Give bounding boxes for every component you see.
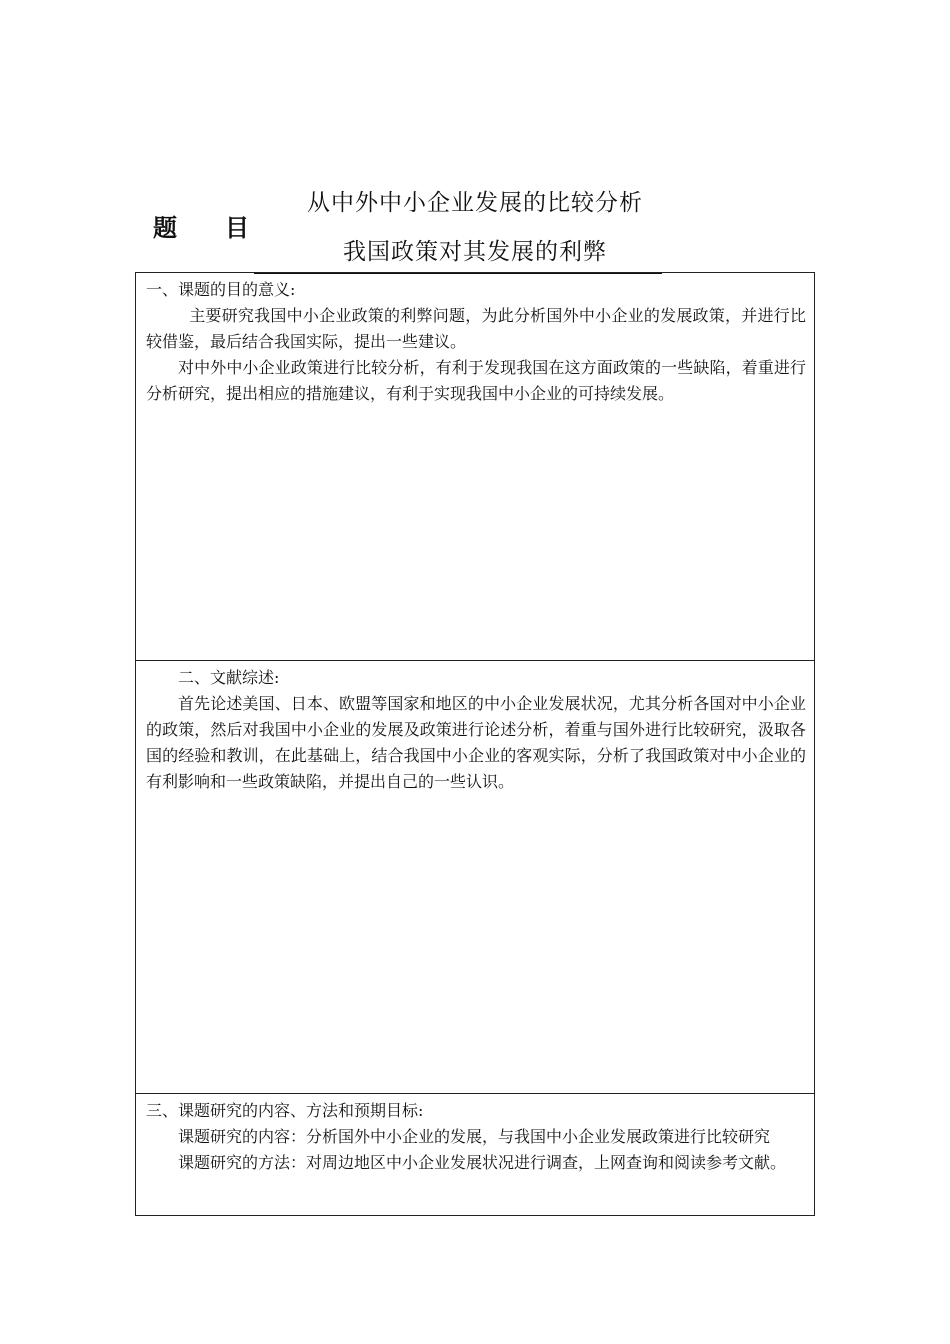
section-literature-review bbox=[136, 660, 814, 1093]
title-line-1: 从中外中小企业发展的比较分析 bbox=[307, 190, 643, 216]
section-paragraph: 课题研究的方法：对周边地区中小企业发展状况进行调查，上网查询和阅读参考文献。 bbox=[178, 1153, 787, 1172]
proposal-form-table bbox=[135, 272, 815, 1216]
section-paragraph: 主要研究我国中小企业政策的利弊问题，为此分析国外中小企业的发展政策，并进行比较借鉴，最后结合我国实际，提出一些建议。 bbox=[146, 306, 806, 351]
section-content-method bbox=[136, 1093, 814, 1215]
section-paragraph: 对中外中小企业政策进行比较分析，有利于发现我国在这方面政策的一些缺陷，着重进行分析研究，提出相应的措施建议，有利于实现我国中小企业的可持续发展。 bbox=[146, 358, 806, 403]
title-line-2: 我国政策对其发展的利弊 bbox=[343, 239, 607, 265]
section-paragraph: 首先论述美国、日本、欧盟等国家和地区的中小企业发展状况，尤其分析各国对中小企业的政策，然后对我国中小企业的发展及政策进行论述分析，着重与国外进行比较研究，汲取各国的经验和教训，在此基础上，结合我国中小企业的客观实际，分析了我国政策对中小企业的有利影响和一些政策缺陷，并提出自己的一些认识。 bbox=[146, 694, 806, 791]
section-paragraph: 课题研究的内容：分析国外中小企业的发展，与我国中小企业发展政策进行比较研究 bbox=[178, 1127, 771, 1146]
section-heading: 一、课题的目的意义: bbox=[146, 280, 296, 299]
section-heading: 三、课题研究的内容、方法和预期目标: bbox=[146, 1101, 424, 1120]
title-label bbox=[153, 208, 249, 243]
title-label-part2: 目 bbox=[225, 214, 249, 242]
title-label-part1: 题 bbox=[153, 214, 177, 242]
section-heading: 二、文献综述: bbox=[178, 668, 280, 687]
section-purpose bbox=[136, 273, 814, 660]
